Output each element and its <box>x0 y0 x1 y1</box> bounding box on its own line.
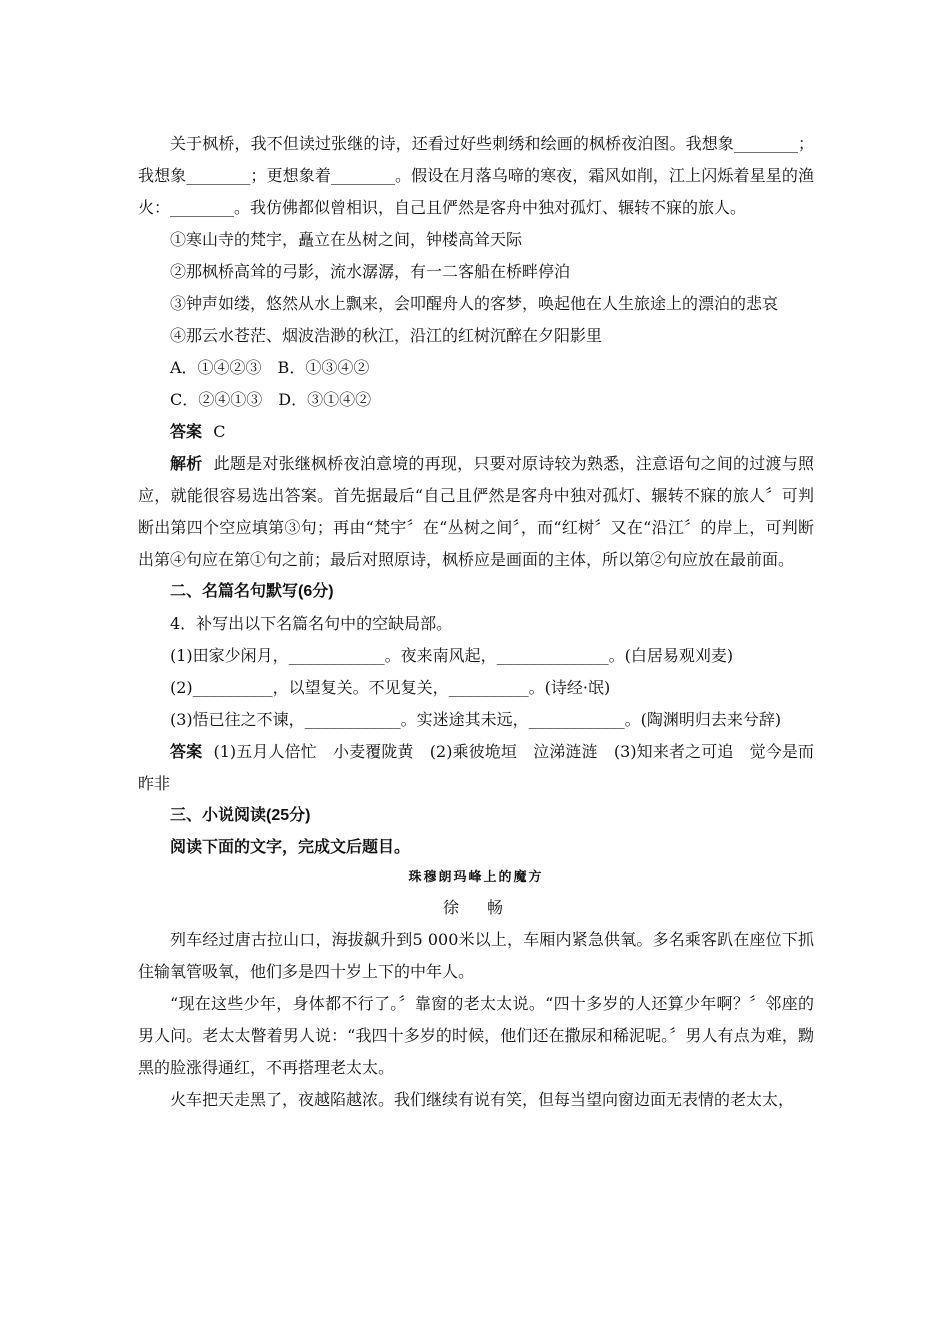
q3-answer <box>138 416 814 448</box>
section2-heading: 二、名篇名句默写(6分) <box>170 583 334 600</box>
q3-analysis <box>138 448 814 576</box>
answer-label: 答案 <box>170 742 203 761</box>
q4-line-1: (1)田家少闲月，____________。夜来南风起，______________。(白居易观刈麦) <box>170 646 734 665</box>
q3-item-4: ④那云水苍茫、烟波浩渺的秋江，沿江的红树沉醉在夕阳影里 <box>170 326 603 345</box>
story-title: 珠穆朗玛峰上的魔方 <box>408 870 544 885</box>
q3-options-cd: C．②④①③ D．③①④② <box>170 390 372 409</box>
q3-options-ab: A．①④②③ B．①③④② <box>170 358 370 377</box>
story-paragraph-3: 火车把天走黑了，夜越陷越浓。我们继续有说有笑，但每当望向窗边面无表情的老太太， <box>170 1090 795 1109</box>
q3-item-3: ③钟声如缕，悠然从水上飘来，会叩醒舟人的客梦，唤起他在人生旅途上的漂泊的悲哀 <box>170 294 779 313</box>
q3-item-2: ②那枫桥高耸的弓影，流水潺潺，有一二客船在桥畔停泊 <box>170 262 571 281</box>
q4-line-3: (3)悟已往之不谏，____________。实迷途其未远，____________。(陶渊明归去来兮辞) <box>170 710 782 729</box>
q4-stem: 4．补写出以下名篇名句中的空缺局部。 <box>170 614 453 633</box>
q4-line-2: (2)__________，以望复关。不见复关，__________。(诗经·氓) <box>170 678 611 697</box>
section3-instruction: 阅读下面的文字，完成文后题目。 <box>170 839 411 856</box>
answer-text: (1)五月人倍忙 小麦覆陇黄 (2)乘彼垝垣 泣涕涟涟 (3)知来者之可追 觉今是而昨非 <box>138 742 814 793</box>
q3-paragraph: 关于枫桥，我不但读过张继的诗，还看过好些刺绣和绘画的枫桥夜泊图。我想象________；我想象________；更想象着________。假设在月落乌啼的寒夜，霜风如削，江上闪烁着星星的渔火：________。我仿佛都似曾相识，自己且俨然是客舟中独对孤灯、辗转不寐的旅人。 <box>138 134 814 217</box>
answer-label: 答案 <box>170 422 203 441</box>
section3-heading: 三、小说阅读(25分) <box>170 807 311 824</box>
q3-item-1: ①寒山寺的梵宇，矗立在丛树之间，钟楼高耸天际 <box>170 230 523 249</box>
story-author: 徐 畅 <box>442 898 509 917</box>
analysis-label: 解析 <box>170 454 203 473</box>
answer-value: C <box>213 422 226 441</box>
document-page <box>138 128 814 1116</box>
q4-answer <box>138 736 814 800</box>
story-paragraph-1: 列车经过唐古拉山口，海拔飙升到5 000米以上，车厢内紧急供氧。多名乘客趴在座位下抓住输氧管吸氧，他们多是四十岁上下的中年人。 <box>138 930 814 981</box>
story-paragraph-2: “现在这些少年，身体都不行了。〞靠窗的老太太说。“四十多岁的人还算少年啊？〞邻座的男人问。老太太瞥着男人说：“我四十多岁的时候，他们还在撒尿和稀泥呢。〞男人有点为难，黝黑的脸涨得通红，不再搭理老太太。 <box>138 994 814 1077</box>
analysis-text: 此题是对张继枫桥夜泊意境的再现，只要对原诗较为熟悉，注意语句之间的过渡与照应，就能很容易选出答案。首先据最后“自己且俨然是客舟中独对孤灯、辗转不寐的旅人〞可判断出第四个空应填第③句；再由“梵宇〞在“丛树之间〞，而“红树〞又在“沿江〞的岸上，可判断出第④句应在第①句之前；最后对照原诗，枫桥应是画面的主体，所以第②句应放在最前面。 <box>138 454 814 569</box>
